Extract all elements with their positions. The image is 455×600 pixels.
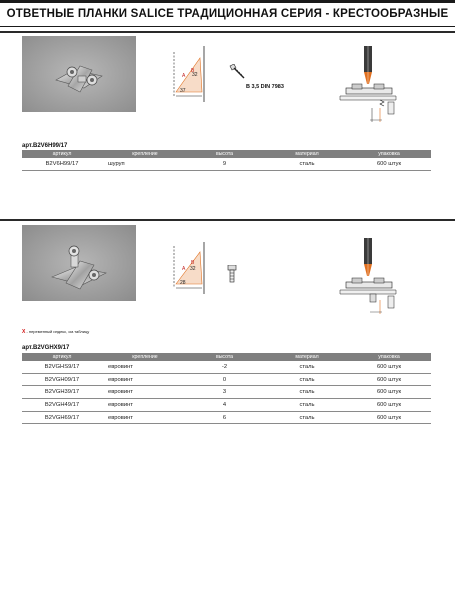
- table-row: [22, 361, 431, 374]
- col-mount: крепление: [132, 151, 158, 157]
- dimension-drawing-2: [166, 240, 214, 298]
- col-height: высота: [215, 354, 234, 360]
- cell-material: сталь: [299, 363, 315, 370]
- table-header: [22, 353, 431, 361]
- table-row: [22, 386, 431, 399]
- col-pack: упаковка: [378, 354, 400, 360]
- col-material: материал: [295, 354, 319, 360]
- cell-pack: 600 штук: [376, 414, 402, 421]
- article-label-2: арт.B2VGHX9/17: [22, 345, 70, 351]
- cell-mount: евровинт: [108, 389, 133, 396]
- cell-height: 3: [222, 389, 227, 396]
- dim-width-2: 28: [180, 280, 186, 286]
- note-mark: X: [22, 329, 26, 335]
- svg-text:B: B: [191, 68, 195, 74]
- cell-material: сталь: [299, 160, 315, 167]
- table-row: [22, 399, 431, 412]
- page-title: ОТВЕТНЫЕ ПЛАНКИ SALICE ТРАДИЦИОННАЯ СЕРИЯ - КРЕСТООБРАЗНЫЕ: [6, 8, 449, 20]
- section-2-rule: [0, 219, 455, 221]
- cell-mount: шуруп: [108, 160, 125, 167]
- dim-height-1: 32: [192, 72, 198, 78]
- cell-article: B2V6H99/17: [45, 160, 79, 167]
- cell-article: B2VGH69/17: [44, 414, 80, 421]
- cell-pack: 600 штук: [376, 363, 402, 370]
- product-photo-2: [22, 225, 136, 301]
- cell-article: B2VGH49/17: [44, 401, 80, 408]
- spec-table-2: [22, 353, 431, 424]
- col-article: артикул: [52, 354, 72, 360]
- cell-article: B2VGHS9/17: [44, 363, 80, 370]
- dimension-drawing-1: [166, 44, 214, 106]
- spec-table-1: [22, 150, 431, 171]
- header-rule: [0, 26, 455, 27]
- table-row: [22, 374, 431, 387]
- cell-pack: 600 штук: [376, 376, 402, 383]
- svg-text:A: A: [182, 266, 186, 272]
- cell-material: сталь: [299, 376, 315, 383]
- cell-pack: 600 штук: [376, 389, 402, 396]
- cell-article: B2VGH09/17: [44, 376, 80, 383]
- cell-mount: евровинт: [108, 414, 133, 421]
- cell-height: -2: [221, 363, 228, 370]
- note-text: - переменный индекс, см.таблицу: [26, 329, 90, 334]
- cell-height: 6: [222, 414, 227, 421]
- svg-text:B: B: [191, 260, 195, 266]
- cell-height: 4: [222, 401, 227, 408]
- cell-mount: евровинт: [108, 376, 133, 383]
- svg-text:A: A: [182, 73, 186, 79]
- article-label-1: арт.B2V6H99/17: [22, 143, 68, 149]
- euroscrew-icon: [224, 265, 242, 283]
- table-row: [22, 412, 431, 425]
- cell-pack: 600 штук: [376, 160, 402, 167]
- cell-material: сталь: [299, 401, 315, 408]
- cell-article: B2VGH39/17: [44, 389, 80, 396]
- dim-height-2: 32: [190, 266, 196, 272]
- table-header: [22, 150, 431, 158]
- col-height: высота: [215, 151, 234, 157]
- table-row: [22, 158, 431, 171]
- section-1-rule: [0, 31, 455, 33]
- installation-drawing-1: [336, 44, 406, 126]
- product-photo-1: [22, 36, 136, 112]
- cell-mount: евровинт: [108, 363, 133, 370]
- cell-mount: евровинт: [108, 401, 133, 408]
- col-material: материал: [295, 151, 319, 157]
- col-article: артикул: [52, 151, 72, 157]
- dim-width-1: 37: [180, 88, 186, 94]
- cell-height: 0: [222, 376, 227, 383]
- installation-drawing-2: [336, 236, 406, 318]
- screw-label: B 3,5 DIN 7983: [246, 84, 284, 90]
- cell-height: 9: [222, 160, 227, 167]
- screw-icon: [228, 64, 246, 80]
- col-pack: упаковка: [378, 151, 400, 157]
- variable-index-note: [22, 329, 89, 335]
- cell-material: сталь: [299, 414, 315, 421]
- cell-material: сталь: [299, 389, 315, 396]
- col-mount: крепление: [132, 354, 158, 360]
- cell-pack: 600 штук: [376, 401, 402, 408]
